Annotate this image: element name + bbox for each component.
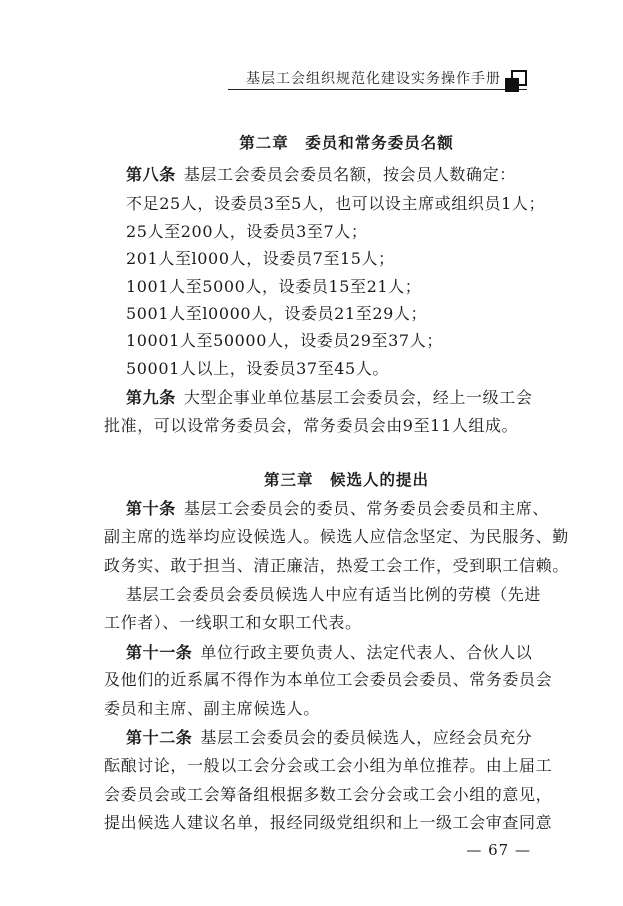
article-11-line: 委员和主席、副主席候选人。 [104,699,320,718]
article-8-item: 201人至l000人，设委员7至15人； [126,249,395,268]
header-title: 基层工会组织规范化建设实务操作手册 [246,71,501,87]
header-corner-mark [511,70,527,86]
article-11 [126,640,532,663]
header-rule [228,89,527,90]
article-11-label: 第十一条 [126,643,193,662]
article-12-label: 第十二条 [126,728,193,747]
article-8-item: 50001人以上，设委员37至45人。 [126,359,390,378]
article-12-text: 基层工会委员会的委员候选人，应经会员充分 [200,728,533,747]
running-header [0,68,623,88]
article-10-line: 政务实、敢于担当、清正廉洁，热爱工会工作，受到职工信赖。 [104,556,569,575]
article-10-label: 第十条 [126,499,176,518]
article-8-text: 基层工会委员会委员名额，按会员人数确定： [183,165,516,184]
article-10-text: 基层工会委员会的委员、常务委员会委员和主席、 [183,499,550,518]
article-12 [126,725,532,748]
chapter-2-title: 第二章 委员和常务委员名额 [239,134,454,152]
article-10-line: 副主席的选举均应设候选人。候选人应信念坚定、为民服务、勤 [104,527,569,546]
article-8 [126,162,516,185]
article-9-label: 第九条 [126,388,176,407]
article-9-line: 批准，可以设常务委员会，常务委员会由9至11人组成。 [104,416,519,435]
article-12-line: 会委员会或工会筹备组根据多数工会分会或工会小组的意见， [104,785,553,804]
article-10 [126,496,549,519]
article-9-text: 大型企事业单位基层工会委员会，经上一级工会 [183,388,533,407]
chapter-3-title: 第三章 候选人的提出 [263,471,429,489]
page-number: — 67 — [466,841,531,859]
article-8-label: 第八条 [126,165,176,184]
article-11-text: 单位行政主要负责人、法定代表人、合伙人以 [200,643,533,662]
article-10-line: 工作者）、一线职工和女职工代表。 [104,613,362,632]
article-8-item: 5001人至l0000人，设委员21至29人； [126,304,428,323]
article-12-line: 酝酿讨论，一般以工会分会或工会小组为单位推荐。由上届工 [104,756,553,775]
article-11-line: 及他们的近系属不得作为本单位工会委员会委员、常务委员会 [104,670,553,689]
article-12-line: 提出候选人建议名单，报经同级党组织和上一级工会审查同意 [104,813,553,832]
article-8-item: 25人至200人，设委员3至7人； [126,222,368,241]
article-8-item: 1001人至5000人，设委员15至21人； [126,277,422,296]
article-8-item: 10001人至50000人，设委员29至37人； [126,331,443,350]
article-10-paragraph-2: 基层工会委员会委员候选人中应有适当比例的劳模（先进 [126,585,542,604]
article-8-item: 不足25人，设委员3至5人，也可以设主席或组织员1人； [126,194,546,213]
article-9 [126,385,532,408]
